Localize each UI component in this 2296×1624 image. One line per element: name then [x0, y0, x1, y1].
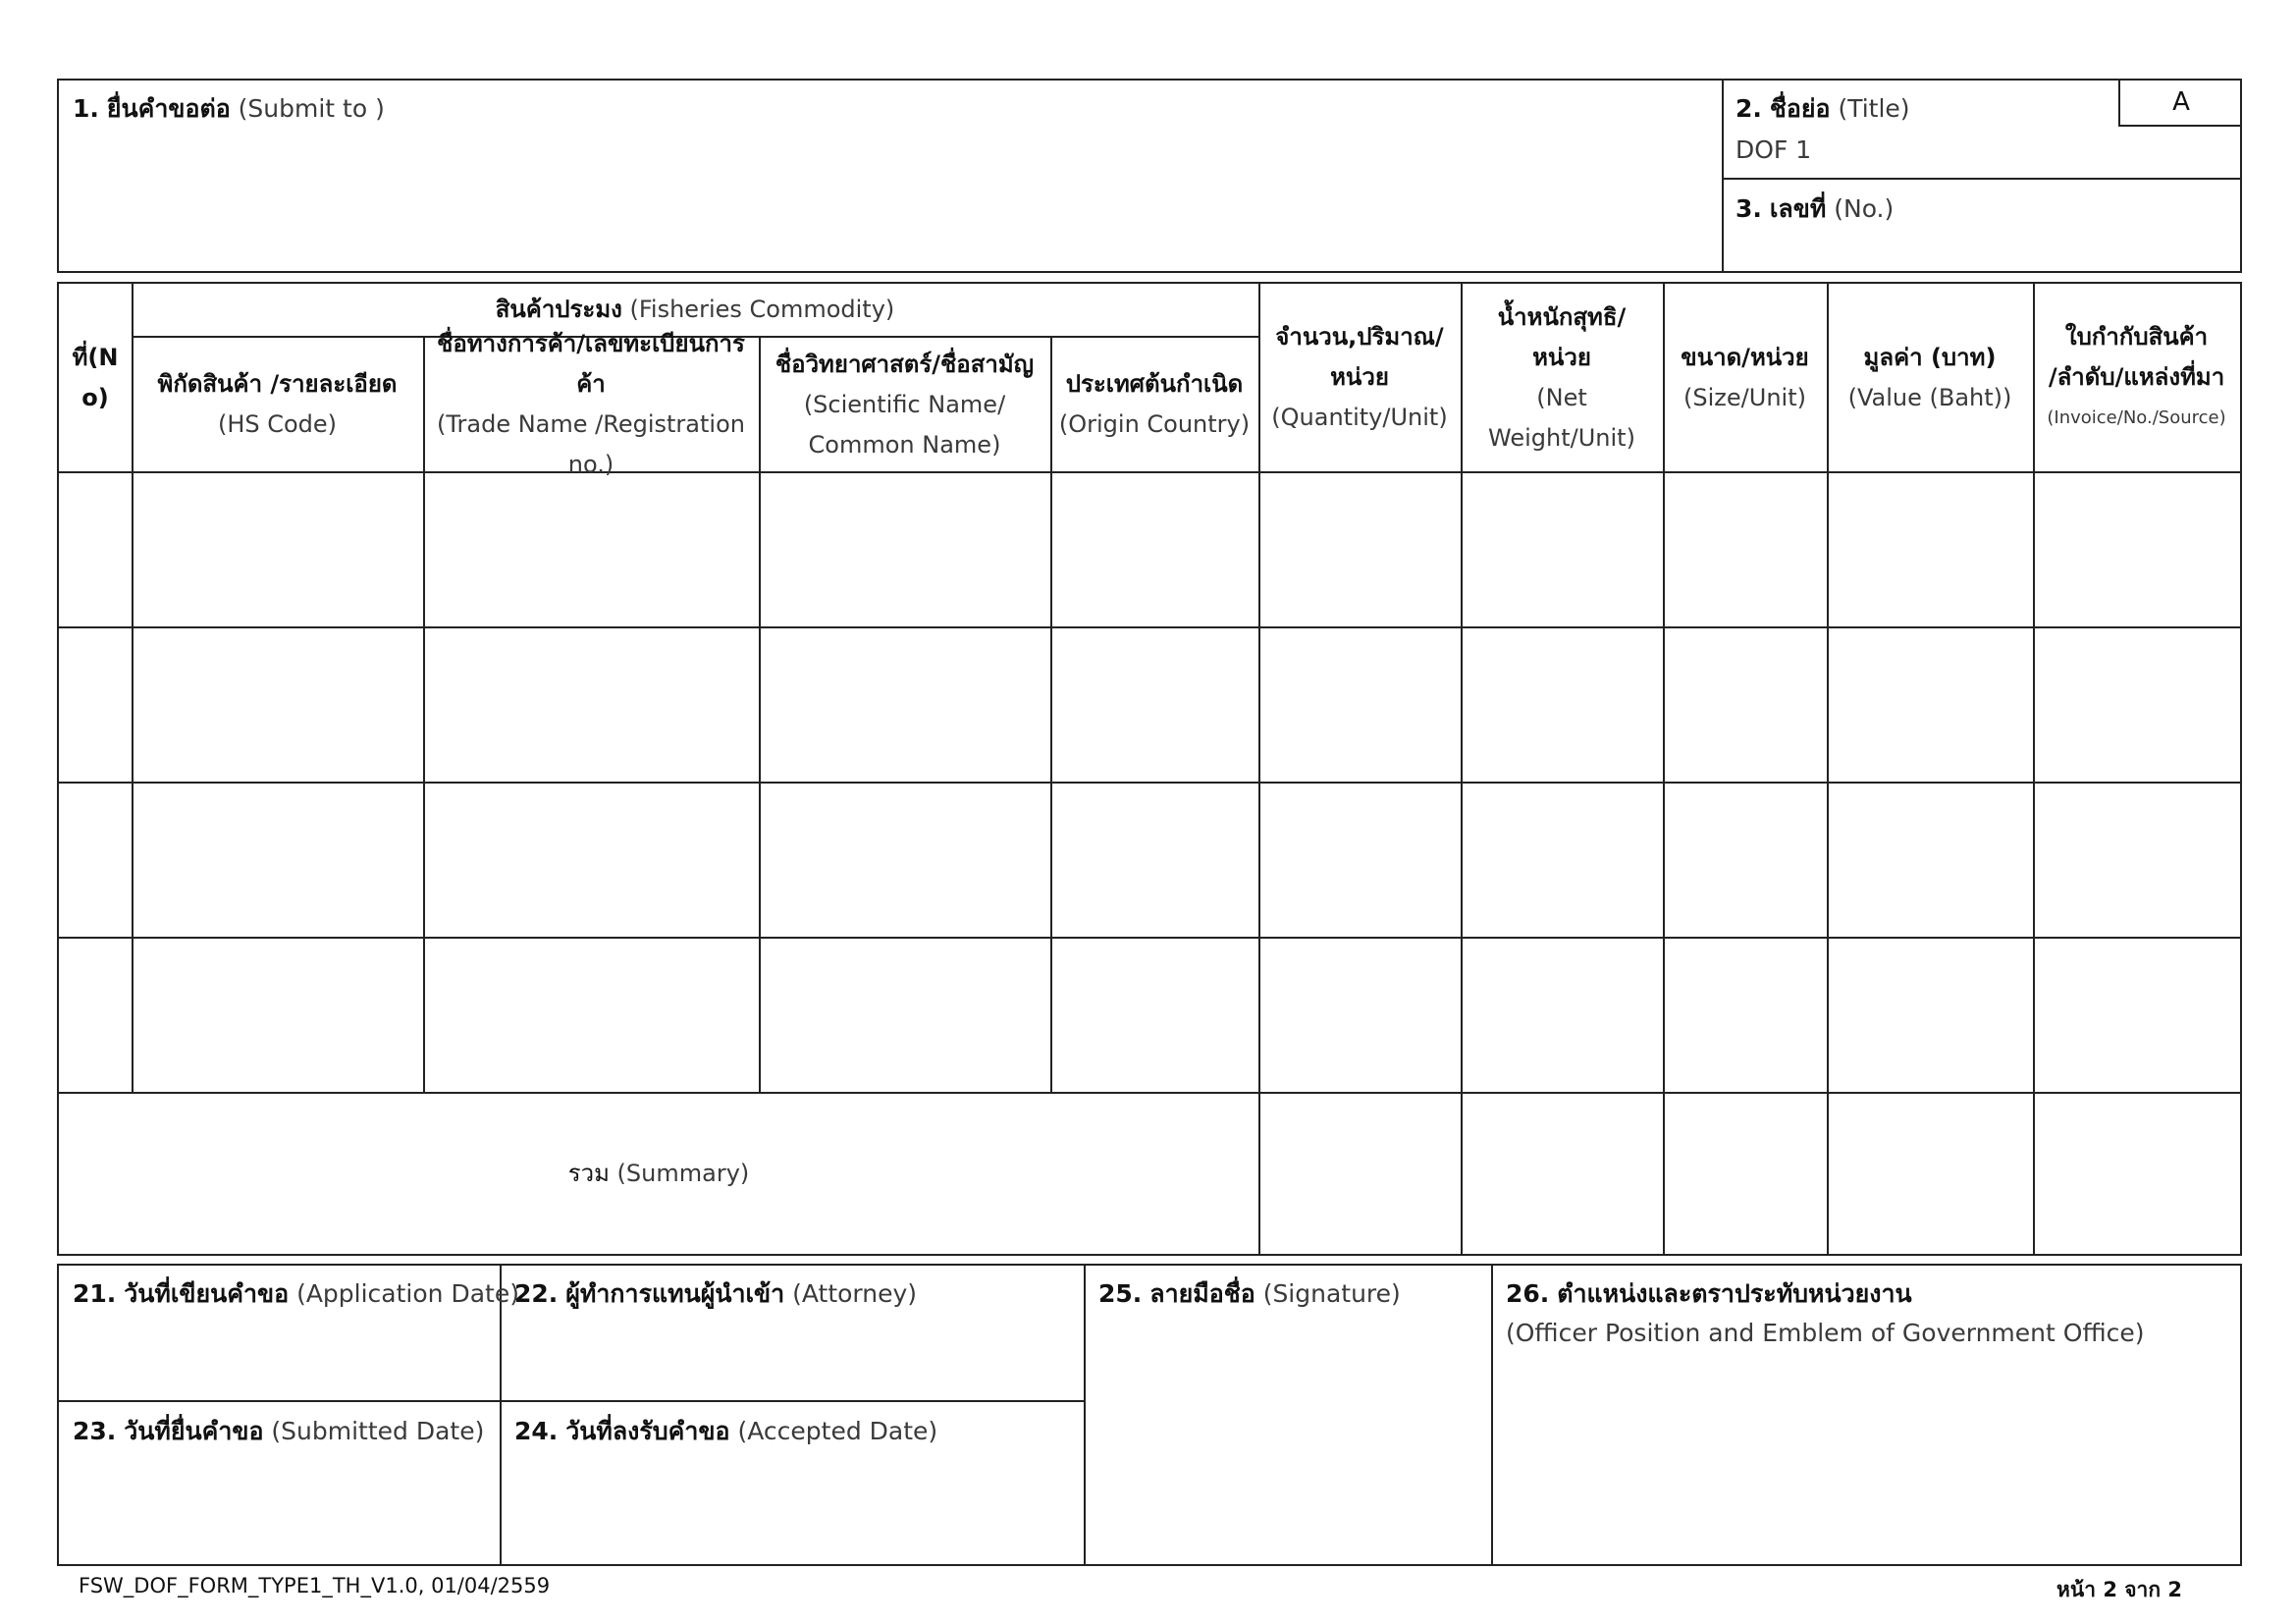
form-version-footer: FSW_DOF_FORM_TYPE1_TH_V1.0, 01/04/2559 — [79, 1574, 551, 1597]
application-date-label: 21. วันที่เขียนคำขอ (Application Date) — [73, 1279, 519, 1308]
header-scientific-name: ชื่อวิทยาศาสตร์/ชื่อสามัญ (Scientific Name/ Common Name) — [774, 350, 1035, 459]
header-invoice: ใบกำกับสินค้า /ลำดับ/แหล่งที่มา (Invoice/No./Source) — [2047, 323, 2226, 428]
header-hs-code: พิกัดสินค้า /รายละเอียด (HS Code) — [157, 370, 398, 438]
header-size: ขนาด/หน่วย (Size/Unit) — [1681, 343, 1809, 411]
header-value: มูลค่า (บาท) (Value (Baht)) — [1847, 343, 2012, 411]
submitted-date-label: 23. วันที่ยื่นคำขอ (Submitted Date) — [73, 1417, 485, 1445]
title-label: 2. ชื่อย่อ (Title) — [1735, 94, 1910, 123]
accepted-date-label: 24. วันที่ลงรับคำขอ (Accepted Date) — [514, 1417, 938, 1445]
title-value: DOF 1 — [1735, 135, 1812, 164]
form-code-box — [2118, 79, 2242, 127]
summary-label: รวม (Summary) — [567, 1160, 750, 1187]
number-label: 3. เลขที่ (No.) — [1735, 194, 1895, 223]
officer-position-label: 26. ตำแหน่งและตราประทับหน่วยงาน (Officer Position and Emblem of Government Office) — [1506, 1279, 2145, 1347]
form-code: A — [2172, 86, 2190, 117]
header-no: ที่(N o) — [72, 343, 119, 411]
page-number-footer: หน้า 2 จาก 2 — [2056, 1578, 2182, 1601]
header-section — [57, 79, 2242, 273]
attorney-label: 22. ผู้ทำการแทนผู้นำเข้า (Attorney) — [514, 1279, 918, 1308]
header-fisheries-commodity: สินค้าประมง (Fisheries Commodity) — [495, 296, 895, 323]
header-net-weight: น้ำหนักสุทธิ/ หน่วย (Net Weight/Unit) — [1488, 302, 1635, 452]
signature-label: 25. ลายมือชื่อ (Signature) — [1098, 1279, 1401, 1308]
header-quantity: จำนวน,ปริมาณ/ หน่วย (Quantity/Unit) — [1271, 323, 1448, 431]
header-trade-name: ชื่อทางการค้า/เลขทะเบียนการค้า (Trade Name /Registration no.) — [437, 330, 745, 478]
header-origin-country: ประเทศต้นกำเนิด (Origin Country) — [1058, 370, 1251, 438]
submit-to-label: 1. ยื่นคำขอต่อ (Submit to ) — [73, 94, 385, 123]
